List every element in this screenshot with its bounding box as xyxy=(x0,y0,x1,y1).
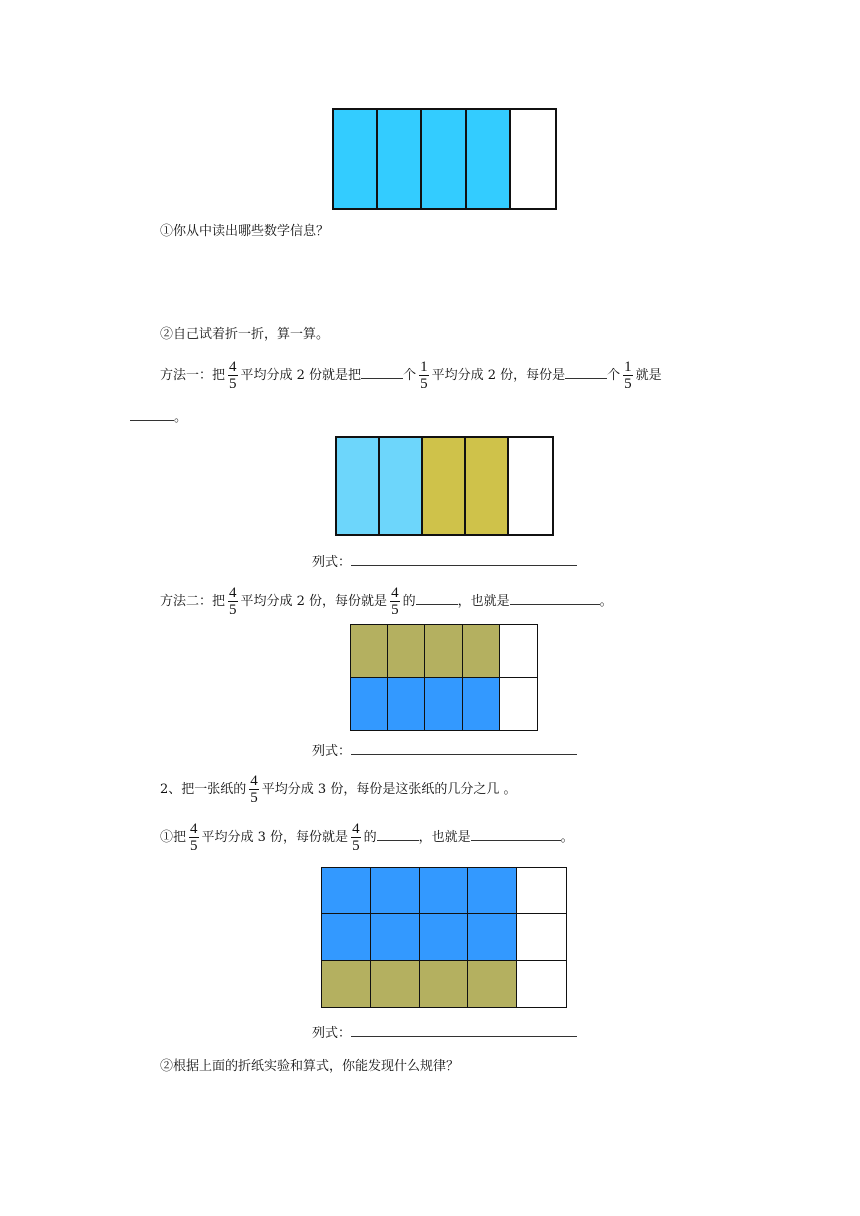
fraction-cell xyxy=(468,868,517,914)
answer-blank-3[interactable] xyxy=(130,408,174,421)
fraction-4-5: $\frac{4}{5}$ xyxy=(229,359,237,392)
fraction-4-5: $\frac{4}{5}$ xyxy=(250,773,258,806)
answer-blank-6[interactable] xyxy=(377,828,419,841)
answer-blank-1[interactable] xyxy=(361,366,403,379)
fraction-4-5: $\frac{4}{5}$ xyxy=(229,585,237,618)
fraction-cell xyxy=(322,961,371,1007)
fraction-cell xyxy=(371,868,420,914)
fraction-cell xyxy=(500,678,537,731)
fraction-cell xyxy=(517,961,566,1007)
answer-blank-4[interactable] xyxy=(416,592,458,605)
fraction-bar-figure-1 xyxy=(332,108,557,210)
fraction-cell xyxy=(500,625,537,678)
fraction-cell xyxy=(351,678,388,731)
problem-2: 2、把一张纸的 $\frac{4}{5}$ 平均分成 3 份，每份是这张纸的几分之几 。 xyxy=(160,773,517,806)
method-1-continuation: 。 xyxy=(130,408,187,428)
fraction-cell xyxy=(388,625,425,678)
formula-line-3: 列式： xyxy=(312,1024,577,1044)
method-1-prefix: 方法一：把 xyxy=(160,368,226,383)
fraction-cell xyxy=(517,914,566,960)
problem-2-question-1: ①把 $\frac{4}{5}$ 平均分成 3 份，每份就是 $\frac{4}{5}$ 的 ，也就是 。 xyxy=(160,821,574,854)
fraction-cell xyxy=(322,868,371,914)
fraction-cell xyxy=(463,678,500,731)
method-2-line: 方法二：把 $\frac{4}{5}$ 平均分成 2 份，每份就是 $\frac{4}{5}$ 的 ，也就是 。 xyxy=(160,585,613,618)
formula-blank-2[interactable] xyxy=(351,742,577,755)
fraction-cell xyxy=(420,914,469,960)
fraction-1-5: $\frac{1}{5}$ xyxy=(624,359,632,392)
fraction-cell xyxy=(425,625,462,678)
fraction-cell xyxy=(517,868,566,914)
formula-blank-1[interactable] xyxy=(351,553,577,566)
fraction-cell xyxy=(322,914,371,960)
fraction-4-5: $\frac{4}{5}$ xyxy=(352,821,360,854)
fraction-cell xyxy=(422,110,466,208)
formula-blank-3[interactable] xyxy=(351,1024,577,1037)
fraction-cell xyxy=(371,961,420,1007)
fraction-grid-figure-4 xyxy=(321,867,567,1008)
question-1: ①你从中读出哪些数学信息？ xyxy=(160,224,330,239)
formula-line-2: 列式： xyxy=(312,742,577,762)
fraction-cell xyxy=(371,914,420,960)
fraction-cell xyxy=(425,678,462,731)
fraction-cell xyxy=(351,625,388,678)
method-1-line: 方法一：把 $\frac{4}{5}$ 平均分成 2 份就是把 个 $\frac{1}{5}$ 平均分成 2 份，每份是 个 $\frac{1}{5}$ 就是 xyxy=(160,359,662,392)
fraction-1-5: $\frac{1}{5}$ xyxy=(420,359,428,392)
question-2: ②自己试着折一折，算一算。 xyxy=(160,327,330,342)
fraction-cell xyxy=(420,961,469,1007)
fraction-cell xyxy=(463,625,500,678)
fraction-cell xyxy=(378,110,422,208)
fraction-cell xyxy=(511,110,555,208)
fraction-4-5: $\frac{4}{5}$ xyxy=(190,821,198,854)
problem-2-question-2: ②根据上面的折纸实验和算式，你能发现什么规律？ xyxy=(160,1059,460,1074)
formula-line-1: 列式： xyxy=(312,553,577,573)
fraction-cell xyxy=(423,438,466,534)
fraction-cell xyxy=(420,868,469,914)
fraction-cell xyxy=(468,914,517,960)
fraction-cell xyxy=(337,438,380,534)
fraction-grid-figure-3 xyxy=(350,624,538,731)
fraction-4-5: $\frac{4}{5}$ xyxy=(391,585,399,618)
fraction-cell xyxy=(334,110,378,208)
fraction-cell xyxy=(509,438,552,534)
fraction-cell xyxy=(467,110,511,208)
fraction-cell xyxy=(468,961,517,1007)
answer-blank-7[interactable] xyxy=(471,828,561,841)
answer-blank-2[interactable] xyxy=(565,366,607,379)
fraction-bar-figure-2 xyxy=(335,436,554,536)
fraction-cell xyxy=(466,438,509,534)
fraction-cell xyxy=(388,678,425,731)
answer-blank-5[interactable] xyxy=(510,592,600,605)
fraction-cell xyxy=(380,438,423,534)
